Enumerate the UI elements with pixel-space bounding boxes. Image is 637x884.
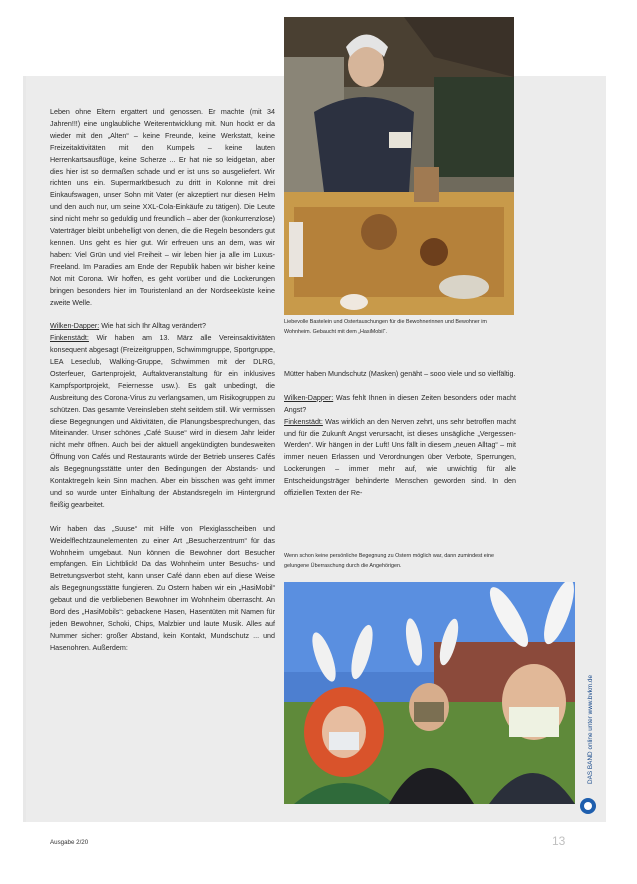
left-text-column [50, 107, 275, 655]
question-text-2: Was fehlt Ihnen in diesen Zeiten besonders oder macht Angst? [284, 393, 516, 414]
photo1-caption: Liebevolle Bastelein und Ostertauschungen für die Bewohnerinnen und Bewohner im Wohnheim. Gebaucht mit dem „HasiMobil“. [284, 319, 487, 335]
question-text: Wie hat sich Ihr Alltag verändert? [99, 322, 206, 331]
answer-text-2: Was wirklich an den Nerven zehrt, uns sehr betroffen macht und für die Zukunft Angst verursacht, ist dieses unsägliche „Vergessen-Werden“. Wir hängen in der Luft! Uns fällt in diesem „neuen Alltag“ – mit immer neuen Erlassen und Verordnungen über Verbote, Sperrungen, Lockerungen – immer mehr auf, wie unwichtig für alle Entscheidungsträger behinderte Menschen geworden sind. In den offiziellen Texten der Re- [284, 417, 516, 498]
bvkm-logo-icon [580, 798, 596, 814]
page-number: 13 [552, 834, 566, 848]
interviewer-label-2: Wilken-Dapper: [284, 393, 334, 402]
paragraph-masks: Mütter haben Mundschutz (Masken) genäht – sooo viele und so vielfältig. [284, 370, 516, 378]
photo2-caption: Wenn schon keine persönliche Begegnung zu Ostern möglich war, dann zumindest eine gelungene Überraschung durch die Angehörigen. [284, 553, 494, 569]
photo-crafting-man [284, 17, 514, 315]
question-fears [284, 393, 516, 500]
answer-text: Wir haben am 13. März alle Vereinsaktivitäten konsequent abgesagt (Freizeitgruppen, Schwimmgruppe, Sportgruppe, LEA Leseclub, Walking-Gruppe, Schwimmen mit der DLRG, Osterfeuer, Gartenprojekt, Auftaktveranstaltung für ein inklusives Kampfsportprojekt, Feiernesse usw.). Es galt unbedingt, die Ausbreitung des Corona-Virus zu verlangsamen, um Risikogruppen zu schützen. Das gesamte Vereinsleben steht seitdem still. Wir vermissen diese Begegnungen und Aktivitäten, die Planungsbesprechungen, das Miteinander. Unser schönes „Café Suuse“ wird in diesem Jahr leider nicht mehr öffnen. Auch bei der aktuell angekündigten bundesweiten Öffnung von Cafés und Restaurants würde der Betrieb unseres Cafés als Begegnungsstätte unter den Bedingungen der Abstands- und Kontaktregeln kein Sinn machen. Aber ein bisschen was geht immer und so wurde unter Einhaltung der Abstandsregeln im Hintergrund fleißig gearbeitet. [50, 334, 275, 509]
right-text-column [284, 369, 516, 500]
paragraph-suuse: Wir haben das „Suuse“ mit Hilfe von Plexiglasscheiben und Weidelflechtzaunelementen zu einer Art „Besucherzentrum“ für das Wohnheim umgebaut. Nun können die Bewohner dort Besucher empfangen. Ein Lichtblick! Da das Wohnheim unter Besuchs- und Betretungsverbot steht, kann unser Café dann eben auf diese Weise als Begegnungsstätte fungieren. Zu Ostern haben wir ein „HasiMobil“ gebaut und die verbliebenen Bewohner im Wohnheim überrascht. An Bord des „HasiMobils“: gebackene Hasen, Hasentüten mit Namen für jeden Bewohner, Schoki, Chips, Malzbier und laute Musik. Alles auf Nummer sicher: großer Abstand, kein Kontakt, Mundschutz ... und Hasenohren. Außerdem: [50, 524, 275, 652]
photo-bunny-ears-group [284, 582, 575, 804]
question-daily-life [50, 321, 275, 512]
interviewee-label-2: Finkenstädt: [284, 417, 323, 426]
interviewee-label: Finkenstädt: [50, 334, 89, 343]
interviewer-label: Wilken-Dapper: [50, 322, 100, 331]
left-margin-rule [23, 76, 26, 822]
side-website-text: DAS BAND online unter www.bvkm.de [587, 674, 594, 784]
paragraph-intro: Leben ohne Eltern ergattert und genossen. Er machte (mit 34 Jahren!!!) eine unglaubliche Weiterentwicklung mit. Nun hockt er da wieder mit den „Alten“ – keine Freunde, keine Werkstatt, keine Freizeitaktivitäten mit den Kumpels – keine lauten Herrenkartsausflüge, keine Scherze ... Er hat nie so leidgetan, aber dies hier ist so dermaßen schade und er ist uns so ausgeliefert. Wir richten uns ein. Supermarktbesuch zu dritt in Kolonne mit drei Einkaufswagen, unser Sohn mit Vater (er akzeptiert nur diesen Helm und den auch nur, um seine XXL-Cola-Einkäufe zu tätigen). Die Leute sind nicht mehr so geduldig und freundlich – aber der (konkurrenzlose) Vaterträger bleibt unbehelligt von denen, die die Regeln besonders gut kennen. Uns geht es hier gut. Wir erfreuen uns an dem, was wir haben: Viel Grün und viel Freiheit – wir leben hier ja alle im Luxus-Freeland. Im Paradies am Ende der Republik haben wir bisher keine Not mit Corona. Wir hoffen, es geht vorüber und die Lockerungen bringen besonders hier im Touristenland an der Nordseeküste keine zweite Welle. [50, 108, 275, 307]
issue-label: Ausgabe 2/20 [50, 839, 89, 846]
